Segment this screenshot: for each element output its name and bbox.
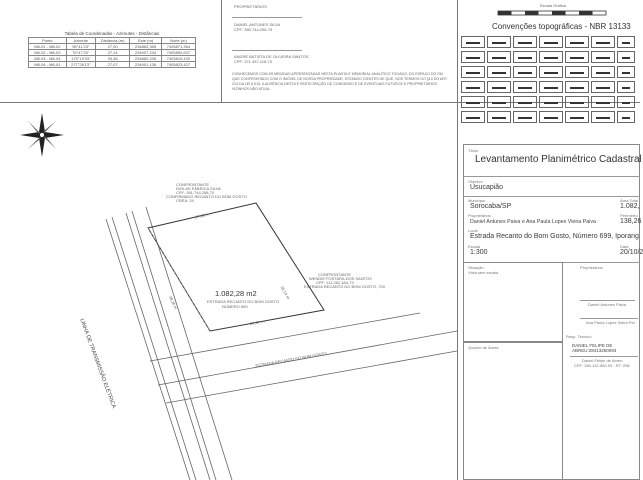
table-cell: M8-01 - M8-02 [29, 44, 67, 50]
legend-symbol [565, 111, 589, 123]
legend-symbol [461, 51, 485, 63]
table-cell: 27,14 [95, 50, 129, 56]
table-cell: 27,00 [95, 44, 129, 50]
tech-name-2: ABREU:28413250093 [572, 348, 617, 353]
graphic-scale-bar [498, 9, 608, 17]
tech-signature: Daniel Felipe de Abreu [582, 358, 623, 363]
table-row [29, 44, 196, 50]
table-row [29, 62, 196, 68]
legend-symbol [487, 96, 511, 108]
table-cell: 234862,355 [130, 44, 161, 50]
title-heading: Levantamento Planimétrico Cadastral [475, 154, 642, 165]
table-cell: 7405815,432 [161, 56, 195, 62]
table-row [29, 56, 196, 62]
table-row [29, 50, 196, 56]
table-cell: M8-04 - M8-01 [29, 62, 67, 68]
legend-title: Convenções topográficas - NBR 13133 [492, 22, 631, 31]
right-confront-2: WENDIE FOSTARA DOS SANTOS [309, 276, 372, 281]
table-cell: 7405823,427 [161, 62, 195, 68]
perimeter-label: Perímetro [620, 213, 638, 218]
legend-symbol [617, 36, 635, 48]
legend-symbol [513, 111, 537, 123]
title-divider [463, 176, 640, 177]
coordinates-table [28, 31, 196, 68]
table-cell: 75°47'20" [66, 50, 95, 56]
table-cell: 7405871,364 [161, 44, 195, 50]
area-label: Área Total [620, 198, 638, 203]
area-value: 1.082, [620, 203, 640, 210]
legend-symbol [539, 66, 563, 78]
column-header: Distância (m) [95, 38, 129, 44]
signature-line-1 [232, 17, 302, 18]
legend-symbol [513, 81, 537, 93]
legend-symbol [487, 36, 511, 48]
legend-symbol [487, 66, 511, 78]
legend-symbol [461, 36, 485, 48]
table-cell: 234901,136 [130, 62, 161, 68]
legend-scale-label: Escala Gráfica [540, 3, 567, 8]
legend-symbol [513, 51, 537, 63]
owners-label: Proprietários [468, 213, 491, 218]
power-line-strips [106, 207, 232, 480]
legend-symbol [539, 81, 563, 93]
legend-symbol [591, 96, 615, 108]
column-header: Azimute [66, 38, 95, 44]
top-divider-2 [457, 0, 458, 480]
top-divider-1 [221, 0, 222, 102]
legend-symbol [565, 81, 589, 93]
situation-label: Situação [468, 265, 484, 270]
objective-label: Objetivo [468, 179, 483, 184]
tech-name: DANIEL FELIPE DE [572, 343, 613, 348]
legend-symbol [617, 111, 635, 123]
lot-area-sub-1: ESTRADA RECANTO DO BOM GOSTO [207, 299, 280, 304]
top-confront-1: CONFRONTANTE [176, 182, 210, 187]
table-cell: 175°19'33" [66, 56, 95, 62]
lot-area: 1.082,28 m2 [215, 289, 257, 298]
owner1-name: DANIEL ANTUNES SILVA [234, 22, 281, 27]
legend-symbol [565, 96, 589, 108]
legend-symbol [617, 81, 635, 93]
right-confront-1: CONFRONTANTE [318, 272, 352, 277]
situation-value: Vista sem escala [468, 270, 499, 275]
dim-left: 39,36 m [167, 294, 179, 311]
owner-sig-line-2 [580, 318, 638, 319]
legend-symbol [565, 66, 589, 78]
legend-symbol [487, 81, 511, 93]
legend-symbol [617, 66, 635, 78]
table-cell: 39,36 [95, 56, 129, 62]
legend-symbol [565, 36, 589, 48]
scale-label: Escala [468, 244, 481, 249]
date-label: Data [620, 244, 629, 249]
legend-symbol [461, 66, 485, 78]
table-cell: 96°41'23" [66, 44, 95, 50]
table-cell: 7405852,637 [161, 50, 195, 56]
table-cell: 234882,235 [130, 56, 161, 62]
legend-symbol [591, 81, 615, 93]
table-cell: 27,07 [95, 62, 129, 68]
road-label: ESTRADA RECANTO DO BOM GOSTO [255, 350, 327, 369]
legend-symbol [591, 111, 615, 123]
signature-line-2 [232, 50, 302, 51]
owner-sig-2: Ana Paula Lopes Vieira Pai [586, 320, 635, 325]
legend-symbol [591, 66, 615, 78]
objective-divider [463, 196, 640, 197]
dim-right: 39,14 m [279, 284, 292, 301]
top-confront-2: DIOLAS FÁBRICA SILVA [176, 186, 221, 191]
location-value: Estrada Recanto do Bom Gosto, Número 699, Iporang [470, 233, 639, 240]
top-confront-4: CONFIRMADO RECANTO DO BOM GOSTO [166, 194, 247, 199]
legend-symbol [565, 51, 589, 63]
dim-top: 27,00 m [194, 211, 210, 220]
right-confront-3: CPF: 111.262.184-73 [316, 280, 354, 285]
perimeter-value: 138,26 [620, 218, 642, 225]
legend-symbol [513, 36, 537, 48]
area-block-box [463, 342, 563, 480]
location-label: Local [468, 228, 478, 233]
declaration-text: CONHECEMOS COM AS MEDIDAS APRESENTADAS NESTA PLANTA E MEMORIAL ANALÍTICO TOGADO, DO ESPAÇO DO PAI QUE CONFRONTADO COM O IMÓVEL DE NOSSA PROPRIEDADE, ESTANDO CIENTES DE QUE, NOS TERMOS DO §10 DO ART. 213 DA LEI 6.015, A AUSÊNCIA DESTA É PARTICIPAÇÃO DE CONSENSO E DE EVENTUAIS FUTUROS E PROPRIETÁRIOS VIZINHOS NÃO ATUAL. [232, 72, 448, 91]
column-header: Norte (m) [161, 38, 195, 44]
owner-sig-line-1 [580, 300, 635, 301]
legend-symbol [617, 51, 635, 63]
legend-symbol [513, 96, 537, 108]
lot-boundary [148, 203, 324, 331]
municipality-label: Município [468, 198, 486, 203]
signatures-top-label: PROPRIETÁRIOS [234, 4, 267, 9]
legend-symbol [487, 51, 511, 63]
legend-symbol [591, 51, 615, 63]
owner2-name: ANDRÉ BATISTA DE OLIVEIRA SANTOS [234, 54, 309, 59]
tech-sig-line [570, 356, 638, 357]
legend-symbol [539, 96, 563, 108]
legend-symbol [591, 36, 615, 48]
legend-symbol [461, 96, 485, 108]
column-header: Ponto [29, 38, 67, 44]
legend-symbol [487, 111, 511, 123]
scale-value: 1:300 [470, 249, 488, 256]
owners-sig-label: Proprietários [580, 265, 603, 270]
owner-sig-1: Daniel Antunes Paiva [588, 302, 627, 307]
column-header: Este (m) [130, 38, 161, 44]
legend-symbol [617, 96, 635, 108]
legend-symbol [539, 111, 563, 123]
table-cell: M8-03 - M8-04 [29, 56, 67, 62]
date-value: 20/10/2 [620, 249, 643, 256]
heading-label: Título [468, 148, 479, 153]
top-confront-3: CPF: 391.744.298-70 [176, 190, 215, 195]
legend-symbol [461, 111, 485, 123]
power-line-label: LINHA DE TRANSMISSÃO ELÉTRICA [78, 318, 117, 410]
lot-area-sub-2: NÚMERO 699 [222, 304, 248, 309]
legend-symbol [539, 51, 563, 63]
owners-value: Daniel Antunes Paiva e Ana Paula Lopes Vieira Paiva [470, 219, 596, 225]
tech-cpf: CPF: 284.132.500-93 - RT: 208 [574, 363, 630, 368]
owner2-cpf: CPF: 371.457.118-73 [234, 59, 272, 64]
top-confront-5: CREA: 24 [176, 198, 194, 203]
right-confront-4: ESTRADA RECANTO DO BOM GOSTO, 700 [304, 284, 385, 289]
legend-symbol [539, 36, 563, 48]
dim-bottom: 27,07 m [249, 318, 265, 327]
table-cell: 234907,234 [130, 50, 161, 56]
legend-symbol [461, 81, 485, 93]
municipality-value: Sorocaba/SP [470, 203, 512, 210]
legend-symbols-grid [461, 36, 637, 126]
table-cell: M8-02 - M8-03 [29, 50, 67, 56]
coordinates-table-caption: Tabela de Coordenadas - Azimutes - Distâncias [64, 31, 160, 36]
table-cell: 277°28'13" [66, 62, 95, 68]
area-block-label: Quadro de Áreas [468, 345, 499, 350]
legend-symbol [513, 66, 537, 78]
tech-label: Resp. Técnico [566, 334, 592, 339]
objective-value: Usucapião [470, 184, 504, 191]
owner1-cpf: CPF: 380.744.298-75 [234, 27, 273, 32]
